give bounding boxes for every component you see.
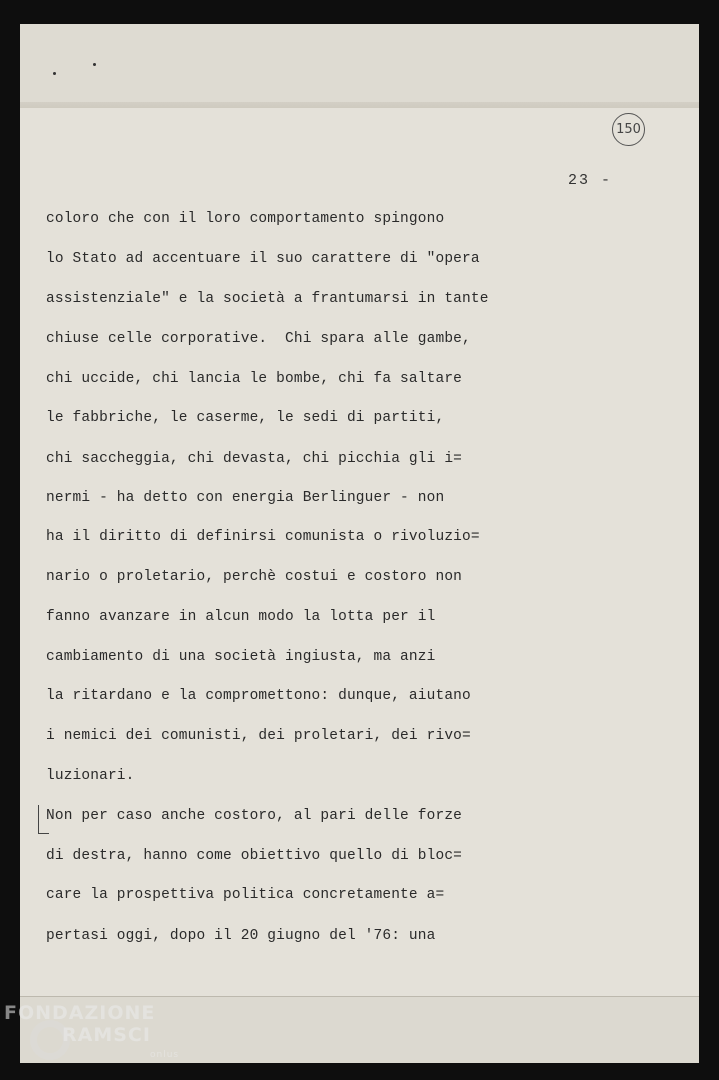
page-number: 23 - <box>568 172 613 189</box>
paper-speck <box>53 72 56 75</box>
text-line: chiuse celle corporative. Chi spara alle gambe, <box>46 331 471 347</box>
text-line: di destra, hanno come obiettivo quello di bloc= <box>46 848 463 864</box>
previous-sheet-edge <box>20 24 699 109</box>
text-line: nermi - ha detto con energia Berlinguer - non <box>46 490 445 506</box>
text-line: care la prospettiva politica concretamente a= <box>46 887 445 903</box>
text-line: fanno avanzare in alcun modo la lotta per il <box>46 609 436 625</box>
archive-page-stamp: 150 <box>612 113 645 146</box>
watermark-line2: RAMSCI <box>62 1024 151 1046</box>
paper-speck <box>93 63 96 66</box>
text-line: pertasi oggi, dopo il 20 giugno del '76: una <box>46 928 436 944</box>
text-line: chi saccheggia, chi devasta, chi picchia gli i= <box>46 451 463 467</box>
text-line: la ritardano e la compromettono: dunque, aiutano <box>46 688 471 704</box>
text-line: lo Stato ad accentuare il suo carattere di "opera <box>46 251 480 267</box>
text-line: nario o proletario, perchè costui e costoro non <box>46 569 463 585</box>
watermark-suffix: onlus <box>150 1050 180 1060</box>
text-line: luzionari. <box>46 768 135 784</box>
text-line: Non per caso anche costoro, al pari delle forze <box>46 808 463 824</box>
text-line: cambiamento di una società ingiusta, ma anzi <box>46 649 436 665</box>
text-line: coloro che con il loro comportamento spingono <box>46 211 445 227</box>
text-line: assistenziale" e la società a frantumarsi in tante <box>46 291 489 307</box>
text-line: chi uccide, chi lancia le bombe, chi fa saltare <box>46 371 463 387</box>
watermark-line1: FONDAZIONE <box>4 1002 156 1024</box>
text-line: ha il diritto di definirsi comunista o rivoluzio= <box>46 529 480 545</box>
text-line: le fabbriche, le caserme, le sedi di partiti, <box>46 410 445 426</box>
text-line: i nemici dei comunisti, dei proletari, dei rivo= <box>46 728 471 744</box>
fondazione-gramsci-watermark <box>4 1002 180 1060</box>
